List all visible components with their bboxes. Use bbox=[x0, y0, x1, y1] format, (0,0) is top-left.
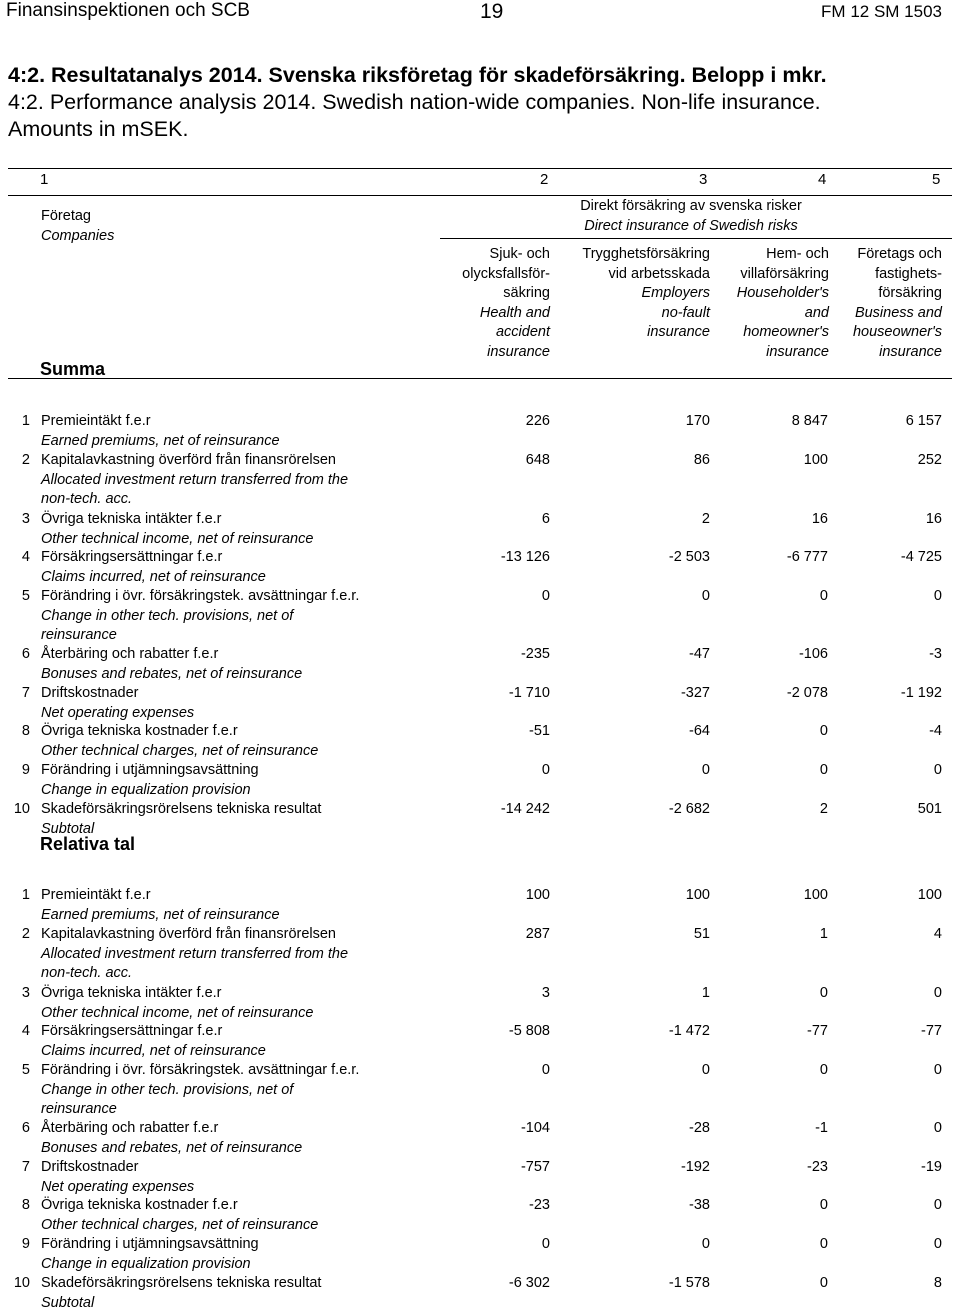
row-label-en: Other technical income, net of reinsurance bbox=[41, 1004, 314, 1021]
cell-employers: -28 bbox=[689, 1120, 710, 1136]
page-header bbox=[6, 0, 942, 24]
cell-business: 0 bbox=[933, 1062, 942, 1078]
section-title: Summa bbox=[40, 359, 106, 379]
row-number: 2 bbox=[21, 452, 30, 468]
cell-business: -77 bbox=[921, 1023, 942, 1039]
row-label-en: Subtotal bbox=[41, 1294, 95, 1311]
header-rule-bottom bbox=[8, 378, 952, 379]
row-label bbox=[41, 645, 441, 684]
column-number-1: 1 bbox=[40, 171, 49, 188]
row-label-en: Bonuses and rebates, net of reinsurance bbox=[41, 1139, 303, 1156]
cell-health: -104 bbox=[520, 1120, 550, 1136]
row-number: 2 bbox=[21, 926, 30, 942]
company-column-header bbox=[41, 207, 114, 246]
cell-health: 0 bbox=[541, 1062, 550, 1078]
row-label-en: Earned premiums, net of reinsurance bbox=[41, 906, 280, 923]
cell-employers: 86 bbox=[693, 452, 710, 468]
row-label bbox=[41, 1158, 441, 1197]
cell-householder: 2 bbox=[819, 801, 828, 817]
row-label-en: Change in equalization provision bbox=[41, 1255, 251, 1272]
section-title: Relativa tal bbox=[40, 834, 136, 854]
row-number: 4 bbox=[21, 1023, 30, 1039]
cell-householder: 0 bbox=[819, 1062, 828, 1078]
cell-employers: -47 bbox=[689, 646, 710, 662]
row-label bbox=[41, 684, 441, 723]
employers-label-en-3: insurance bbox=[647, 324, 710, 340]
row-label-sv: Återbäring och rabatter f.e.r bbox=[41, 646, 219, 662]
row-label-en: Other technical income, net of reinsurance bbox=[41, 530, 314, 547]
publisher-name: Finansinspektionen och SCB bbox=[6, 0, 250, 21]
cell-householder: 0 bbox=[819, 588, 828, 604]
employers-label-sv-2: vid arbetsskada bbox=[608, 265, 710, 282]
cell-householder: 100 bbox=[803, 887, 828, 903]
cell-business: 252 bbox=[917, 452, 942, 468]
row-number: 4 bbox=[21, 549, 30, 565]
row-label bbox=[41, 1274, 441, 1313]
row-label-en: Other technical charges, net of reinsurance bbox=[41, 742, 319, 759]
business-label-sv-1: Företags och bbox=[857, 246, 942, 262]
cell-business: 4 bbox=[933, 926, 942, 942]
title-english-line-2: Amounts in mSEK. bbox=[8, 117, 189, 141]
row-label-en: Claims incurred, net of reinsurance bbox=[41, 568, 266, 585]
cell-business: -1 192 bbox=[900, 685, 942, 701]
cell-health: -5 808 bbox=[508, 1023, 550, 1039]
row-label-sv: Övriga tekniska intäkter f.e.r bbox=[41, 511, 222, 527]
cell-employers: -327 bbox=[680, 685, 710, 701]
row-label-sv: Förändring i övr. försäkringstek. avsättningar f.e.r. bbox=[41, 1062, 360, 1078]
group-label-en: Direct insurance of Swedish risks bbox=[584, 217, 798, 234]
employers-label-en-1: Employers bbox=[641, 285, 710, 301]
cell-householder: 0 bbox=[819, 1197, 828, 1213]
business-label-sv-3: försäkring bbox=[878, 285, 942, 301]
row-label bbox=[41, 722, 441, 761]
row-label-sv: Premieintäkt f.e.r bbox=[41, 887, 151, 903]
row-label-en: Claims incurred, net of reinsurance bbox=[41, 1042, 266, 1059]
cell-business: 0 bbox=[933, 985, 942, 1001]
cell-health: 287 bbox=[525, 926, 550, 942]
cell-business: 8 bbox=[933, 1275, 942, 1291]
row-label bbox=[41, 548, 441, 587]
business-label-sv-2: fastighets- bbox=[875, 265, 942, 282]
row-number: 7 bbox=[21, 1159, 30, 1175]
cell-employers: 0 bbox=[701, 762, 710, 778]
employers-label-en-2: no-fault bbox=[661, 304, 710, 321]
row-label-en: Change in equalization provision bbox=[41, 781, 251, 798]
householder-label-sv-1: Hem- och bbox=[766, 246, 829, 262]
cell-householder: 0 bbox=[819, 985, 828, 1001]
cell-business: -19 bbox=[921, 1159, 942, 1175]
cell-householder: 0 bbox=[819, 1275, 828, 1291]
cell-business: 0 bbox=[933, 588, 942, 604]
row-number: 10 bbox=[13, 1275, 30, 1291]
business-label-en-1: Business and bbox=[854, 304, 942, 321]
row-label bbox=[41, 1061, 441, 1120]
cell-health: 6 bbox=[541, 511, 550, 527]
cell-business: -3 bbox=[929, 646, 942, 662]
cell-employers: 100 bbox=[685, 887, 710, 903]
cell-business: -4 725 bbox=[900, 549, 942, 565]
cell-householder: 1 bbox=[819, 926, 828, 942]
health-label-sv-1: Sjuk- och bbox=[489, 246, 550, 262]
cell-householder: -106 bbox=[798, 646, 828, 662]
cell-employers: -192 bbox=[680, 1159, 710, 1175]
page-number: 19 bbox=[480, 0, 504, 23]
row-label-sv: Övriga tekniska kostnader f.e.r bbox=[41, 723, 238, 739]
row-label-sv: Driftskostnader bbox=[41, 685, 139, 701]
column-number-3: 3 bbox=[699, 171, 708, 188]
row-label-en: Other technical charges, net of reinsurance bbox=[41, 1216, 319, 1233]
cell-employers: 0 bbox=[701, 1236, 710, 1252]
column-header-employers bbox=[550, 245, 710, 343]
publication-code: FM 12 SM 1503 bbox=[821, 2, 942, 21]
row-label bbox=[41, 587, 441, 646]
row-label-sv: Återbäring och rabatter f.e.r bbox=[41, 1120, 219, 1136]
cell-business: 0 bbox=[933, 1197, 942, 1213]
business-label-en-3: insurance bbox=[879, 343, 942, 360]
cell-health: 0 bbox=[541, 762, 550, 778]
header-rule-numbers bbox=[8, 195, 952, 196]
cell-business: 0 bbox=[933, 762, 942, 778]
cell-householder: -1 bbox=[815, 1120, 828, 1136]
cell-business: 0 bbox=[933, 1236, 942, 1252]
cell-health: -235 bbox=[520, 646, 550, 662]
health-label-en-3: insurance bbox=[487, 343, 550, 360]
cell-health: 226 bbox=[525, 413, 550, 429]
row-number: 1 bbox=[21, 887, 30, 903]
cell-business: 0 bbox=[933, 1120, 942, 1136]
householder-label-sv-2: villaförsäkring bbox=[740, 265, 829, 282]
business-label-en-2: houseowner's bbox=[852, 324, 942, 340]
row-label-en: Change in other tech. provisions, net of bbox=[41, 607, 294, 624]
householder-label-en-1: Householder's bbox=[736, 285, 829, 301]
row-label-en: Allocated investment return transferred from the bbox=[41, 471, 349, 488]
cell-employers: -1 472 bbox=[668, 1023, 710, 1039]
employers-label-sv-1: Trygghetsförsäkring bbox=[582, 246, 710, 262]
table-title bbox=[8, 62, 938, 143]
header-rule-top bbox=[8, 168, 952, 169]
title-swedish: 4:2. Resultatanalys 2014. Svenska riksföretag för skadeförsäkring. Belopp i mkr. bbox=[8, 63, 827, 87]
row-label-en: non-tech. acc. bbox=[41, 491, 133, 507]
row-label-en: Earned premiums, net of reinsurance bbox=[41, 432, 280, 449]
row-number: 3 bbox=[21, 985, 30, 1001]
row-number: 5 bbox=[21, 588, 30, 604]
column-number-4: 4 bbox=[818, 171, 827, 188]
cell-health: -23 bbox=[529, 1197, 550, 1213]
row-number: 5 bbox=[21, 1062, 30, 1078]
cell-householder: 0 bbox=[819, 762, 828, 778]
cell-employers: 51 bbox=[693, 926, 710, 942]
cell-health: -51 bbox=[529, 723, 550, 739]
row-label-en: Bonuses and rebates, net of reinsurance bbox=[41, 665, 303, 682]
row-label-sv: Skadeförsäkringsrörelsens tekniska resultat bbox=[41, 1275, 322, 1291]
column-number-5: 5 bbox=[932, 171, 941, 188]
cell-health: -1 710 bbox=[508, 685, 550, 701]
cell-householder: -23 bbox=[807, 1159, 828, 1175]
column-header-health bbox=[420, 245, 550, 362]
row-number: 9 bbox=[21, 1236, 30, 1252]
cell-householder: -2 078 bbox=[786, 685, 828, 701]
row-label bbox=[41, 886, 441, 925]
column-header-business bbox=[820, 245, 942, 362]
cell-health: -6 302 bbox=[508, 1275, 550, 1291]
row-label-en: Change in other tech. provisions, net of bbox=[41, 1081, 294, 1098]
cell-health: 100 bbox=[525, 887, 550, 903]
company-label-sv: Företag bbox=[41, 208, 91, 224]
cell-employers: -38 bbox=[689, 1197, 710, 1213]
cell-householder: 100 bbox=[803, 452, 828, 468]
cell-business: 100 bbox=[917, 887, 942, 903]
row-number: 6 bbox=[21, 1120, 30, 1136]
row-number: 8 bbox=[21, 1197, 30, 1213]
cell-employers: -1 578 bbox=[668, 1275, 710, 1291]
row-label-sv: Försäkringsersättningar f.e.r bbox=[41, 1023, 223, 1039]
row-label-en: reinsurance bbox=[41, 1101, 117, 1117]
row-label bbox=[41, 1119, 441, 1158]
cell-householder: 16 bbox=[811, 511, 828, 527]
column-header-householder bbox=[700, 245, 829, 362]
row-label-en: non-tech. acc. bbox=[41, 965, 133, 981]
row-label bbox=[41, 510, 441, 549]
row-number: 10 bbox=[13, 801, 30, 817]
health-label-en-1: Health and bbox=[479, 304, 550, 321]
cell-health: 648 bbox=[525, 452, 550, 468]
row-number: 3 bbox=[21, 511, 30, 527]
row-number: 1 bbox=[21, 413, 30, 429]
cell-householder: -6 777 bbox=[786, 549, 828, 565]
row-label bbox=[41, 925, 441, 984]
company-label-en: Companies bbox=[41, 227, 115, 244]
row-label-sv: Kapitalavkastning överförd från finansrörelsen bbox=[41, 452, 336, 468]
group-label-sv: Direkt försäkring av svenska risker bbox=[580, 198, 802, 214]
row-label-sv: Förändring i utjämningsavsättning bbox=[41, 1236, 259, 1252]
row-label bbox=[41, 1196, 441, 1235]
column-number-2: 2 bbox=[540, 171, 549, 188]
row-label-en: reinsurance bbox=[41, 627, 117, 643]
cell-householder: 8 847 bbox=[791, 413, 828, 429]
householder-label-en-2: and bbox=[804, 304, 829, 321]
cell-employers: 170 bbox=[685, 413, 710, 429]
cell-householder: 0 bbox=[819, 1236, 828, 1252]
cell-health: 0 bbox=[541, 1236, 550, 1252]
cell-householder: 0 bbox=[819, 723, 828, 739]
row-label-sv: Premieintäkt f.e.r bbox=[41, 413, 151, 429]
row-label-en: Net operating expenses bbox=[41, 704, 195, 721]
row-number: 7 bbox=[21, 685, 30, 701]
row-label-sv: Förändring i övr. försäkringstek. avsättningar f.e.r. bbox=[41, 588, 360, 604]
row-label bbox=[41, 451, 441, 510]
row-label bbox=[41, 412, 441, 451]
cell-health: -757 bbox=[520, 1159, 550, 1175]
cell-health: -13 126 bbox=[500, 549, 550, 565]
cell-health: 3 bbox=[541, 985, 550, 1001]
cell-employers: 0 bbox=[701, 588, 710, 604]
row-label-sv: Övriga tekniska intäkter f.e.r bbox=[41, 985, 222, 1001]
cell-employers: -2 503 bbox=[668, 549, 710, 565]
health-label-sv-3: säkring bbox=[503, 285, 550, 301]
householder-label-en-4: insurance bbox=[766, 343, 829, 360]
cell-employers: 1 bbox=[701, 985, 710, 1001]
cell-employers: 0 bbox=[701, 1062, 710, 1078]
group-header bbox=[440, 197, 942, 236]
row-number: 6 bbox=[21, 646, 30, 662]
row-label-sv: Försäkringsersättningar f.e.r bbox=[41, 549, 223, 565]
row-label-en: Net operating expenses bbox=[41, 1178, 195, 1195]
row-number: 9 bbox=[21, 762, 30, 778]
cell-business: -4 bbox=[929, 723, 942, 739]
cell-employers: 2 bbox=[701, 511, 710, 527]
health-label-en-2: accident bbox=[495, 324, 550, 340]
row-label bbox=[41, 984, 441, 1023]
group-rule bbox=[440, 238, 952, 239]
row-label bbox=[41, 1235, 441, 1274]
health-label-sv-2: olycksfallsför- bbox=[462, 265, 550, 282]
row-label-sv: Kapitalavkastning överförd från finansrörelsen bbox=[41, 926, 336, 942]
cell-business: 16 bbox=[925, 511, 942, 527]
row-label-sv: Förändring i utjämningsavsättning bbox=[41, 762, 259, 778]
row-label-sv: Driftskostnader bbox=[41, 1159, 139, 1175]
cell-employers: -2 682 bbox=[668, 801, 710, 817]
row-label bbox=[41, 1022, 441, 1061]
row-label bbox=[41, 761, 441, 800]
row-number: 8 bbox=[21, 723, 30, 739]
table-header bbox=[0, 168, 960, 380]
row-label-en: Subtotal bbox=[41, 820, 95, 837]
cell-householder: -77 bbox=[807, 1023, 828, 1039]
cell-health: -14 242 bbox=[500, 801, 550, 817]
cell-employers: -64 bbox=[689, 723, 710, 739]
row-label-sv: Skadeförsäkringsrörelsens tekniska resultat bbox=[41, 801, 322, 817]
row-label-en: Allocated investment return transferred from the bbox=[41, 945, 349, 962]
row-label-sv: Övriga tekniska kostnader f.e.r bbox=[41, 1197, 238, 1213]
cell-business: 501 bbox=[917, 801, 942, 817]
cell-health: 0 bbox=[541, 588, 550, 604]
householder-label-en-3: homeowner's bbox=[743, 324, 829, 340]
title-english-line-1: 4:2. Performance analysis 2014. Swedish nation-wide companies. Non-life insurance. bbox=[8, 90, 821, 114]
cell-business: 6 157 bbox=[905, 413, 942, 429]
